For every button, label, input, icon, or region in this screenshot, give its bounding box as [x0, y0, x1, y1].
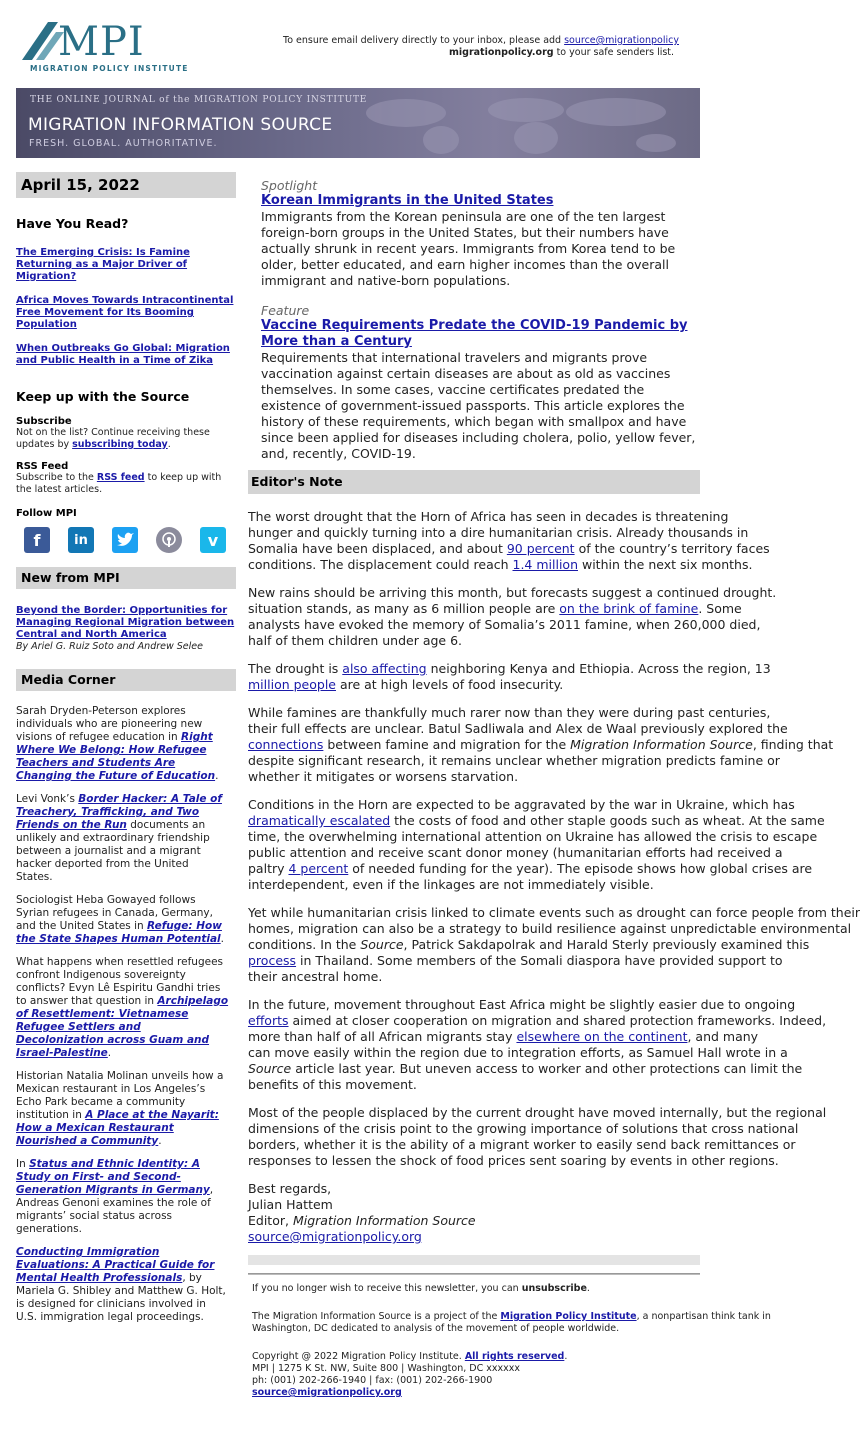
- media-link-status-identity[interactable]: Status and Ethnic Identity: A Study on First- and Second- Generation Migrants in Germany: [16, 1158, 210, 1196]
- link-million-people[interactable]: million people: [248, 677, 336, 692]
- media-link-refuge[interactable]: Refuge: How the State Shapes Human Potential: [16, 920, 222, 945]
- media-link-immigration-evaluations[interactable]: Conducting Immigration Evaluations: A Practical Guide for Mental Health Professionals: [16, 1246, 215, 1284]
- media-corner-heading: Media Corner: [16, 669, 236, 691]
- media-item-refugee-education: Sarah Dryden-Peterson explores individuals who are pioneering new visions of refugee education in Right Where We Belong: How Refugee Teachers and Students Are Changing the Future of Education.: [16, 705, 219, 782]
- media-item-archipelago: What happens when resettled refugees confront Indigenous sovereignty conflicts? Evyn Lê Espiritu Gandhi tries to answer that question in Archipelago of Resettlement: Vietnamese Refugee Settlers and Decolonization across Guam and Israel-Palestine.: [16, 956, 229, 1059]
- project-text: The Migration Information Source is a project of the Migration Policy Institute, a nonpartisan think tank in Washington, DC dedicated to analysis of the movement of people worldwide.: [252, 1311, 771, 1334]
- link-brink-of-famine[interactable]: on the brink of famine: [559, 601, 699, 616]
- feature-title-link[interactable]: Vaccine Requirements Predate the COVID-19 Pandemic by More than a Century: [261, 318, 688, 349]
- vimeo-icon[interactable]: v: [200, 527, 226, 553]
- social-icons: [16, 527, 236, 553]
- media-item-nayarit: Historian Natalia Molinan unveils how a Mexican restaurant in Los Angeles’s Echo Park became a community institution in A Place at the Nayarit: How a Mexican Restaurant Nourished a Community.: [16, 1070, 224, 1147]
- link-elsewhere-on-continent[interactable]: elsewhere on the continent: [516, 1029, 688, 1044]
- link-90-percent[interactable]: 90 percent: [506, 541, 575, 556]
- logo-text: MPI: [58, 19, 145, 65]
- editors-note-p5: Conditions in the Horn are expected to be aggravated by the war in Ukraine, which has dramatically escalated the costs of food and other staple goods such as wheat. At the same time, the overwhelming international attention on Ukraine has allowed the crisis to escape public attention and receive scant donor money (humanitarian efforts had received a paltry 4 percent of needed funding for the year). The episode shows how global crises are interdependent, even if the linkages are not immediately visible.: [248, 797, 825, 892]
- media-link-nayarit[interactable]: A Place at the Nayarit: How a Mexican Restaurant Nourished a Community: [16, 1109, 219, 1147]
- keep-up-heading: Keep up with the Source: [16, 389, 190, 404]
- new-from-mpi-byline: By Ariel G. Ruiz Soto and Andrew Selee: [16, 641, 203, 652]
- delivery-email-link[interactable]: source@migrationpolicy: [564, 35, 679, 46]
- podcast-icon[interactable]: [156, 527, 182, 553]
- banner-title: MIGRATION INFORMATION SOURCE: [28, 115, 333, 135]
- spotlight-kicker: Spotlight: [261, 178, 318, 193]
- editors-note-p7: In the future, movement throughout East Africa might be slightly easier due to ongoing efforts aimed at closer cooperation on migration and shared protection frameworks. Indeed, more than half of all African migrants stay elsewhere on the continent, and many can move easily within the region due to integration efforts, as Samuel Hall wrote in a Source article last year. But uneven access to worker and other protections can limit the benefits of this movement.: [248, 997, 827, 1092]
- new-from-mpi-link[interactable]: Beyond the Border: Opportunities for Managing Regional Migration between Central and North America: [16, 605, 235, 640]
- have-read-heading: Have You Read?: [16, 216, 129, 231]
- subscribe-text: Not on the list? Continue receiving these updates by subscribing today.: [16, 427, 210, 450]
- media-item-status-identity: In Status and Ethnic Identity: A Study on First- and Second- Generation Migrants in Germany, Andreas Genoni examines the role of migrants’ social status across generations.: [16, 1158, 214, 1235]
- delivery-notice: To ensure email delivery directly to your inbox, please add source@migrationpolicy migrationpolicy.org to your safe senders list.: [283, 35, 679, 58]
- rss-feed-link[interactable]: RSS feed: [96, 472, 145, 483]
- new-from-mpi-heading: New from MPI: [16, 567, 236, 589]
- banner-tagline: FRESH. GLOBAL. AUTHORITATIVE.: [29, 138, 218, 149]
- editors-note-p8: Most of the people displaced by the current drought have moved internally, but the regional dimensions of the crisis point to the growing importance of solutions that cross national borders, whether it is the ability of a migrant worker to easily send back remittances or responses to lessen the shock of food prices sent soaring by events in other regions.: [248, 1105, 827, 1168]
- media-link-border-hacker[interactable]: Border Hacker: A Tale of Treachery, Trafficking, and Two Friends on the Run: [16, 793, 222, 831]
- unsubscribe-text: If you no longer wish to receive this newsletter, you can unsubscribe.: [252, 1283, 590, 1294]
- rss-text: Subscribe to the RSS feed to keep up with the latest articles.: [16, 472, 222, 495]
- linkedin-icon[interactable]: in: [68, 527, 94, 553]
- main-content: [248, 178, 860, 1399]
- footer-divider: [248, 1273, 700, 1275]
- mpi-link[interactable]: Migration Policy Institute: [500, 1311, 637, 1322]
- link-process[interactable]: process: [248, 953, 297, 968]
- subscribe-link[interactable]: subscribing today: [72, 439, 168, 450]
- left-sidebar: [16, 172, 236, 1324]
- link-also-affecting[interactable]: also affecting: [342, 661, 427, 676]
- have-read-link-famine[interactable]: The Emerging Crisis: Is Famine Returning as a Major Driver of Migration?: [16, 247, 190, 282]
- media-link-archipelago[interactable]: Archipelago of Resettlement: Vietnamese Refugee Settlers and Decolonization across Guam and Israel-Palestine: [16, 995, 229, 1059]
- logo-subtitle: MIGRATION POLICY INSTITUTE: [30, 64, 189, 73]
- issue-date: April 15, 2022: [16, 172, 236, 198]
- world-map-graphic: [346, 88, 706, 158]
- editors-note-p4: While famines are thankfully much rarer now than they were during past centuries, their full effects are unclear. Batul Sadliwala and Alex de Waal previously explored the connections between famine and migration for the Migration Information Source, finding that despite significant research, it remains unclear whether migration predicts famine or whether it mitigates or worsens starvation.: [248, 705, 834, 784]
- link-connections[interactable]: connections: [248, 737, 324, 752]
- spotlight-summary: Immigrants from the Korean peninsula are one of the ten largest foreign-born groups in the United States, but their numbers have actually shrunk in recent years. Immigrants from Korea tend to be older, better educated, and earn higher incomes than the overall immigrant and native-born populations.: [261, 209, 676, 288]
- source-banner[interactable]: [16, 88, 700, 158]
- footer-bar: [248, 1255, 700, 1265]
- feature-kicker: Feature: [261, 303, 310, 318]
- media-item-refuge: Sociologist Heba Gowayed follows Syrian refugees in Canada, Germany, and the United States in Refuge: How the State Shapes Human Potential.: [16, 894, 224, 945]
- editors-note-heading: Editor's Note: [248, 470, 700, 494]
- link-1-4-million[interactable]: 1.4 million: [512, 557, 578, 572]
- footer-email-link[interactable]: source@migrationpolicy.org: [252, 1387, 402, 1398]
- link-4-percent[interactable]: 4 percent: [288, 861, 349, 876]
- editors-signoff: Best regards, Julian Hattem Editor, Migration Information Source source@migrationpolicy.org: [248, 1181, 476, 1244]
- unsubscribe-link[interactable]: unsubscribe: [521, 1283, 587, 1294]
- subscribe-heading: Subscribe: [16, 416, 72, 427]
- facebook-icon[interactable]: f: [24, 527, 50, 553]
- media-link-right-where-we-belong[interactable]: Right Where We Belong: How Refugee Teachers and Students Are Changing the Future of Education: [16, 731, 216, 782]
- link-efforts[interactable]: efforts: [248, 1013, 289, 1028]
- editor-email-link[interactable]: source@migrationpolicy.org: [248, 1229, 422, 1244]
- have-read-link-africa[interactable]: Africa Moves Towards Intracontinental Free Movement for Its Booming Population: [16, 295, 234, 330]
- spotlight-title-link[interactable]: Korean Immigrants in the United States: [261, 193, 554, 208]
- editors-note-p1: The worst drought that the Horn of Africa has seen in decades is threatening hunger and quickly turning into a dire humanitarian crisis. Already thousands in Somalia have been displaced, and about 90 percent of the country’s territory faces conditions. The displacement could reach 1.4 million within the next six months.: [248, 509, 770, 572]
- editors-note-p3: The drought is also affecting neighboring Kenya and Ethiopia. Across the region, 13 million people are at high levels of food insecurity.: [248, 661, 771, 692]
- link-dramatically-escalated[interactable]: dramatically escalated: [248, 813, 391, 828]
- feature-summary: Requirements that international travelers and migrants prove vaccination against certain diseases are about as old as vaccines themselves. In some cases, vaccine certificates predated the existence of government-issued passports. This article explores the history of these requirements, which began with smallpox and have since been applied for diseases including cholera, polio, yellow fever, and, recently, COVID-19.: [261, 350, 696, 461]
- have-read-link-zika[interactable]: When Outbreaks Go Global: Migration and Public Health in a Time of Zika: [16, 343, 230, 366]
- editors-note-p6: Yet while humanitarian crisis linked to climate events such as drought can force people from their homes, migration can also be a strategy to build resilience against unpredictable environmental conditions. In the Source, Patrick Sakdapolrak and Harald Sterly previously examined this process in Thailand. Some members of the Somali diaspora have provided support to their ancestral home.: [248, 905, 860, 984]
- all-rights-link[interactable]: All rights reserved: [464, 1351, 565, 1362]
- mpi-logo[interactable]: [18, 20, 188, 75]
- follow-heading: Follow MPI: [16, 508, 77, 519]
- media-item-immigration-evaluations: Conducting Immigration Evaluations: A Practical Guide for Mental Health Professionals, by Mariela G. Shibley and Matthew G. Holt, is designed for clinicians involved in U.S. immigration legal proceedings.: [16, 1246, 226, 1323]
- twitter-icon[interactable]: [112, 527, 138, 553]
- copyright-block: Copyright @ 2022 Migration Policy Institute. All rights reserved. MPI | 1275 K St. NW, Suite 800 | Washington, DC xxxxxx ph: (001) 202-266-1940 | fax: (001) 202-266-1900 source@migrationpolicy.org: [252, 1351, 568, 1398]
- editors-note-p2: New rains should be arriving this month, but forecasts suggest a continued drought. situation stands, as many as 6 million people are on the brink of famine. Some analysts have evoked the memory of Somalia’s 2011 famine, when 260,000 died, half of them children under age 6.: [248, 585, 777, 648]
- media-item-border-hacker: Levi Vonk’s Border Hacker: A Tale of Treachery, Trafficking, and Two Friends on the Run documents an unlikely and extraordinary friendship between a journalist and a migrant hacker deported from the United States.: [16, 793, 222, 883]
- rss-heading: RSS Feed: [16, 461, 69, 472]
- banner-top-line: THE ONLINE JOURNAL of the MIGRATION POLICY INSTITUTE: [30, 95, 368, 105]
